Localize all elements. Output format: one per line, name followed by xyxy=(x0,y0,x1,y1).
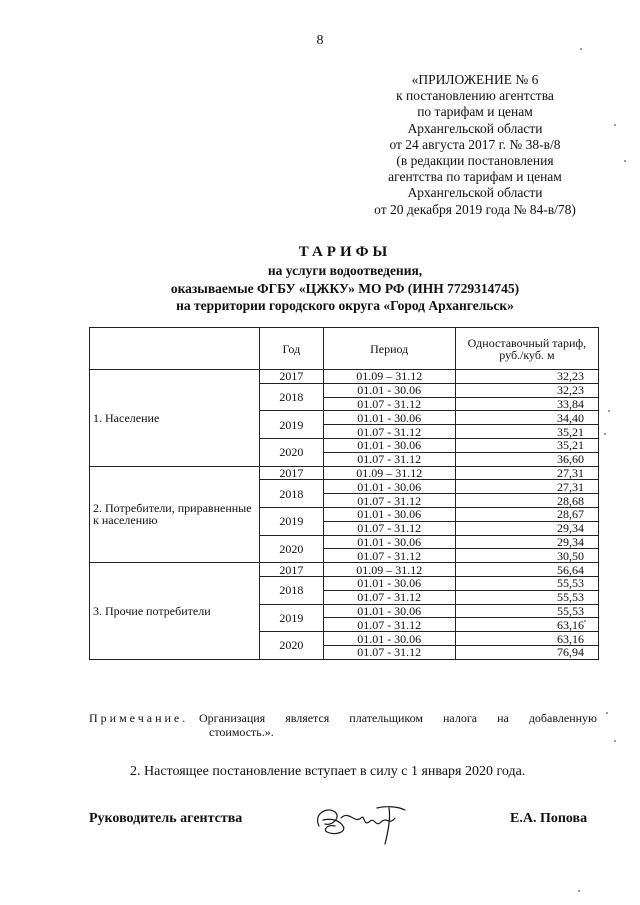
tariff-value-cell: 63,16 xyxy=(455,632,598,646)
scan-speck xyxy=(608,410,610,412)
tariff-value-cell: 32,23 xyxy=(455,370,598,384)
header-group xyxy=(90,328,260,370)
scan-speck xyxy=(580,48,582,50)
appendix-line: от 20 декабря 2019 года № 84-в/78) xyxy=(374,201,576,217)
tariff-value-cell: 35,21 xyxy=(455,425,598,439)
year-cell: 2017 xyxy=(260,370,323,384)
tariff-value-cell: 32,23 xyxy=(455,383,598,397)
period-cell: 01.07 - 31.12 xyxy=(323,549,455,563)
period-cell: 01.01 - 30.06 xyxy=(323,480,455,494)
note-label: Примечание. xyxy=(89,711,189,725)
appendix-line: агентства по тарифам и ценам xyxy=(388,169,562,185)
note xyxy=(89,711,599,739)
title-main: ТАРИФЫ xyxy=(298,244,392,260)
tariff-value-cell: 35,21 xyxy=(455,438,598,452)
period-cell: 01.07 - 31.12 xyxy=(323,521,455,535)
tariff-value-cell: 55,53 xyxy=(455,576,598,590)
appendix-line: Архангельской области xyxy=(407,185,543,201)
page-number: 8 xyxy=(316,33,324,48)
scan-speck xyxy=(614,124,616,126)
appendix-line: к постановлению агентства xyxy=(396,88,554,104)
scan-speck xyxy=(606,712,608,714)
title-line: на территории городского округа «Город Архангельск» xyxy=(176,298,514,313)
tariff-value-cell: 36,60 xyxy=(455,452,598,466)
tariff-value-cell: 30,50 xyxy=(455,549,598,563)
period-cell: 01.07 - 31.12 xyxy=(323,618,455,632)
tariff-value-cell: 76,94 xyxy=(455,645,598,659)
period-cell: 01.07 - 31.12 xyxy=(323,645,455,659)
period-cell: 01.01 - 30.06 xyxy=(323,411,455,425)
signatory-role: Руководитель агентства xyxy=(89,811,243,826)
period-cell: 01.01 - 30.06 xyxy=(323,632,455,646)
tariff-value-cell: 34,40 xyxy=(455,411,598,425)
table-row xyxy=(90,563,599,577)
year-cell: 2019 xyxy=(260,604,323,632)
tariff-value-cell: 55,53 xyxy=(455,604,598,618)
header-tariff: Одноставочный тариф, руб./куб. м xyxy=(455,328,598,370)
tariff-value-cell: 63,16 xyxy=(455,618,598,632)
period-cell: 01.01 - 30.06 xyxy=(323,604,455,618)
scan-speck xyxy=(614,740,616,742)
table-header-row xyxy=(90,328,599,370)
scan-speck xyxy=(604,433,606,435)
tariff-value-cell: 27,31 xyxy=(455,466,598,480)
year-cell: 2020 xyxy=(260,438,323,466)
year-cell: 2018 xyxy=(260,383,323,411)
note-text: Организация является плательщиком налога на добавленную xyxy=(199,711,597,725)
table-row xyxy=(90,370,599,384)
consumer-group: 3. Прочие потребители xyxy=(90,563,260,660)
period-cell: 01.09 – 31.12 xyxy=(323,563,455,577)
period-cell: 01.07 - 31.12 xyxy=(323,452,455,466)
period-cell: 01.07 - 31.12 xyxy=(323,590,455,604)
header-year: Год xyxy=(260,328,323,370)
year-cell: 2018 xyxy=(260,480,323,508)
period-cell: 01.01 - 30.06 xyxy=(323,576,455,590)
year-cell: 2019 xyxy=(260,411,323,439)
period-cell: 01.01 - 30.06 xyxy=(323,438,455,452)
period-cell: 01.01 - 30.06 xyxy=(323,535,455,549)
tariff-value-cell: 29,34 xyxy=(455,521,598,535)
period-cell: 01.09 – 31.12 xyxy=(323,466,455,480)
title-line: оказываемые ФГБУ «ЦЖКУ» МО РФ (ИНН 7729314745) xyxy=(170,280,520,296)
appendix-line: Архангельской области xyxy=(407,120,543,136)
year-cell: 2019 xyxy=(260,507,323,535)
scan-speck xyxy=(578,890,580,892)
note-text-continued: стоимость.». xyxy=(209,725,274,739)
period-cell: 01.07 - 31.12 xyxy=(323,425,455,439)
period-cell: 01.09 – 31.12 xyxy=(323,370,455,384)
title-line: на услуги водоотведения, xyxy=(267,263,423,278)
year-cell: 2018 xyxy=(260,576,323,604)
scan-speck xyxy=(624,160,626,162)
signatory-name: Е.А. Попова xyxy=(510,811,588,826)
appendix-line: по тарифам и ценам xyxy=(417,104,533,120)
effective-date-clause: 2. Настоящее постановление вступает в силу с 1 января 2020 года. xyxy=(130,764,526,779)
period-cell: 01.01 - 30.06 xyxy=(323,383,455,397)
appendix-line: (в редакции постановления xyxy=(396,153,554,169)
scan-speck xyxy=(584,620,586,622)
period-cell: 01.07 - 31.12 xyxy=(323,494,455,508)
period-cell: 01.01 - 30.06 xyxy=(323,507,455,521)
tariff-value-cell: 29,34 xyxy=(455,535,598,549)
tariff-value-cell: 33,84 xyxy=(455,397,598,411)
header-period: Период xyxy=(323,328,455,370)
table-row xyxy=(90,466,599,480)
tariffs-table xyxy=(89,327,599,660)
tariff-value-cell: 55,53 xyxy=(455,590,598,604)
consumer-group: 1. Население xyxy=(90,370,260,467)
appendix-line: «ПРИЛОЖЕНИЕ № 6 xyxy=(411,72,539,87)
appendix-line: от 24 августа 2017 г. № 38-в/8 xyxy=(389,136,561,152)
tariff-value-cell: 28,67 xyxy=(455,507,598,521)
period-cell: 01.07 - 31.12 xyxy=(323,397,455,411)
tariff-value-cell: 56,64 xyxy=(455,563,598,577)
document-title xyxy=(60,243,630,315)
year-cell: 2020 xyxy=(260,535,323,563)
year-cell: 2017 xyxy=(260,563,323,577)
consumer-group: 2. Потребители, приравненные к населению xyxy=(90,466,260,563)
year-cell: 2017 xyxy=(260,466,323,480)
tariff-value-cell: 28,68 xyxy=(455,494,598,508)
tariff-value-cell: 27,31 xyxy=(455,480,598,494)
year-cell: 2020 xyxy=(260,632,323,660)
handwritten-signature xyxy=(305,796,415,848)
appendix-header xyxy=(330,72,620,218)
